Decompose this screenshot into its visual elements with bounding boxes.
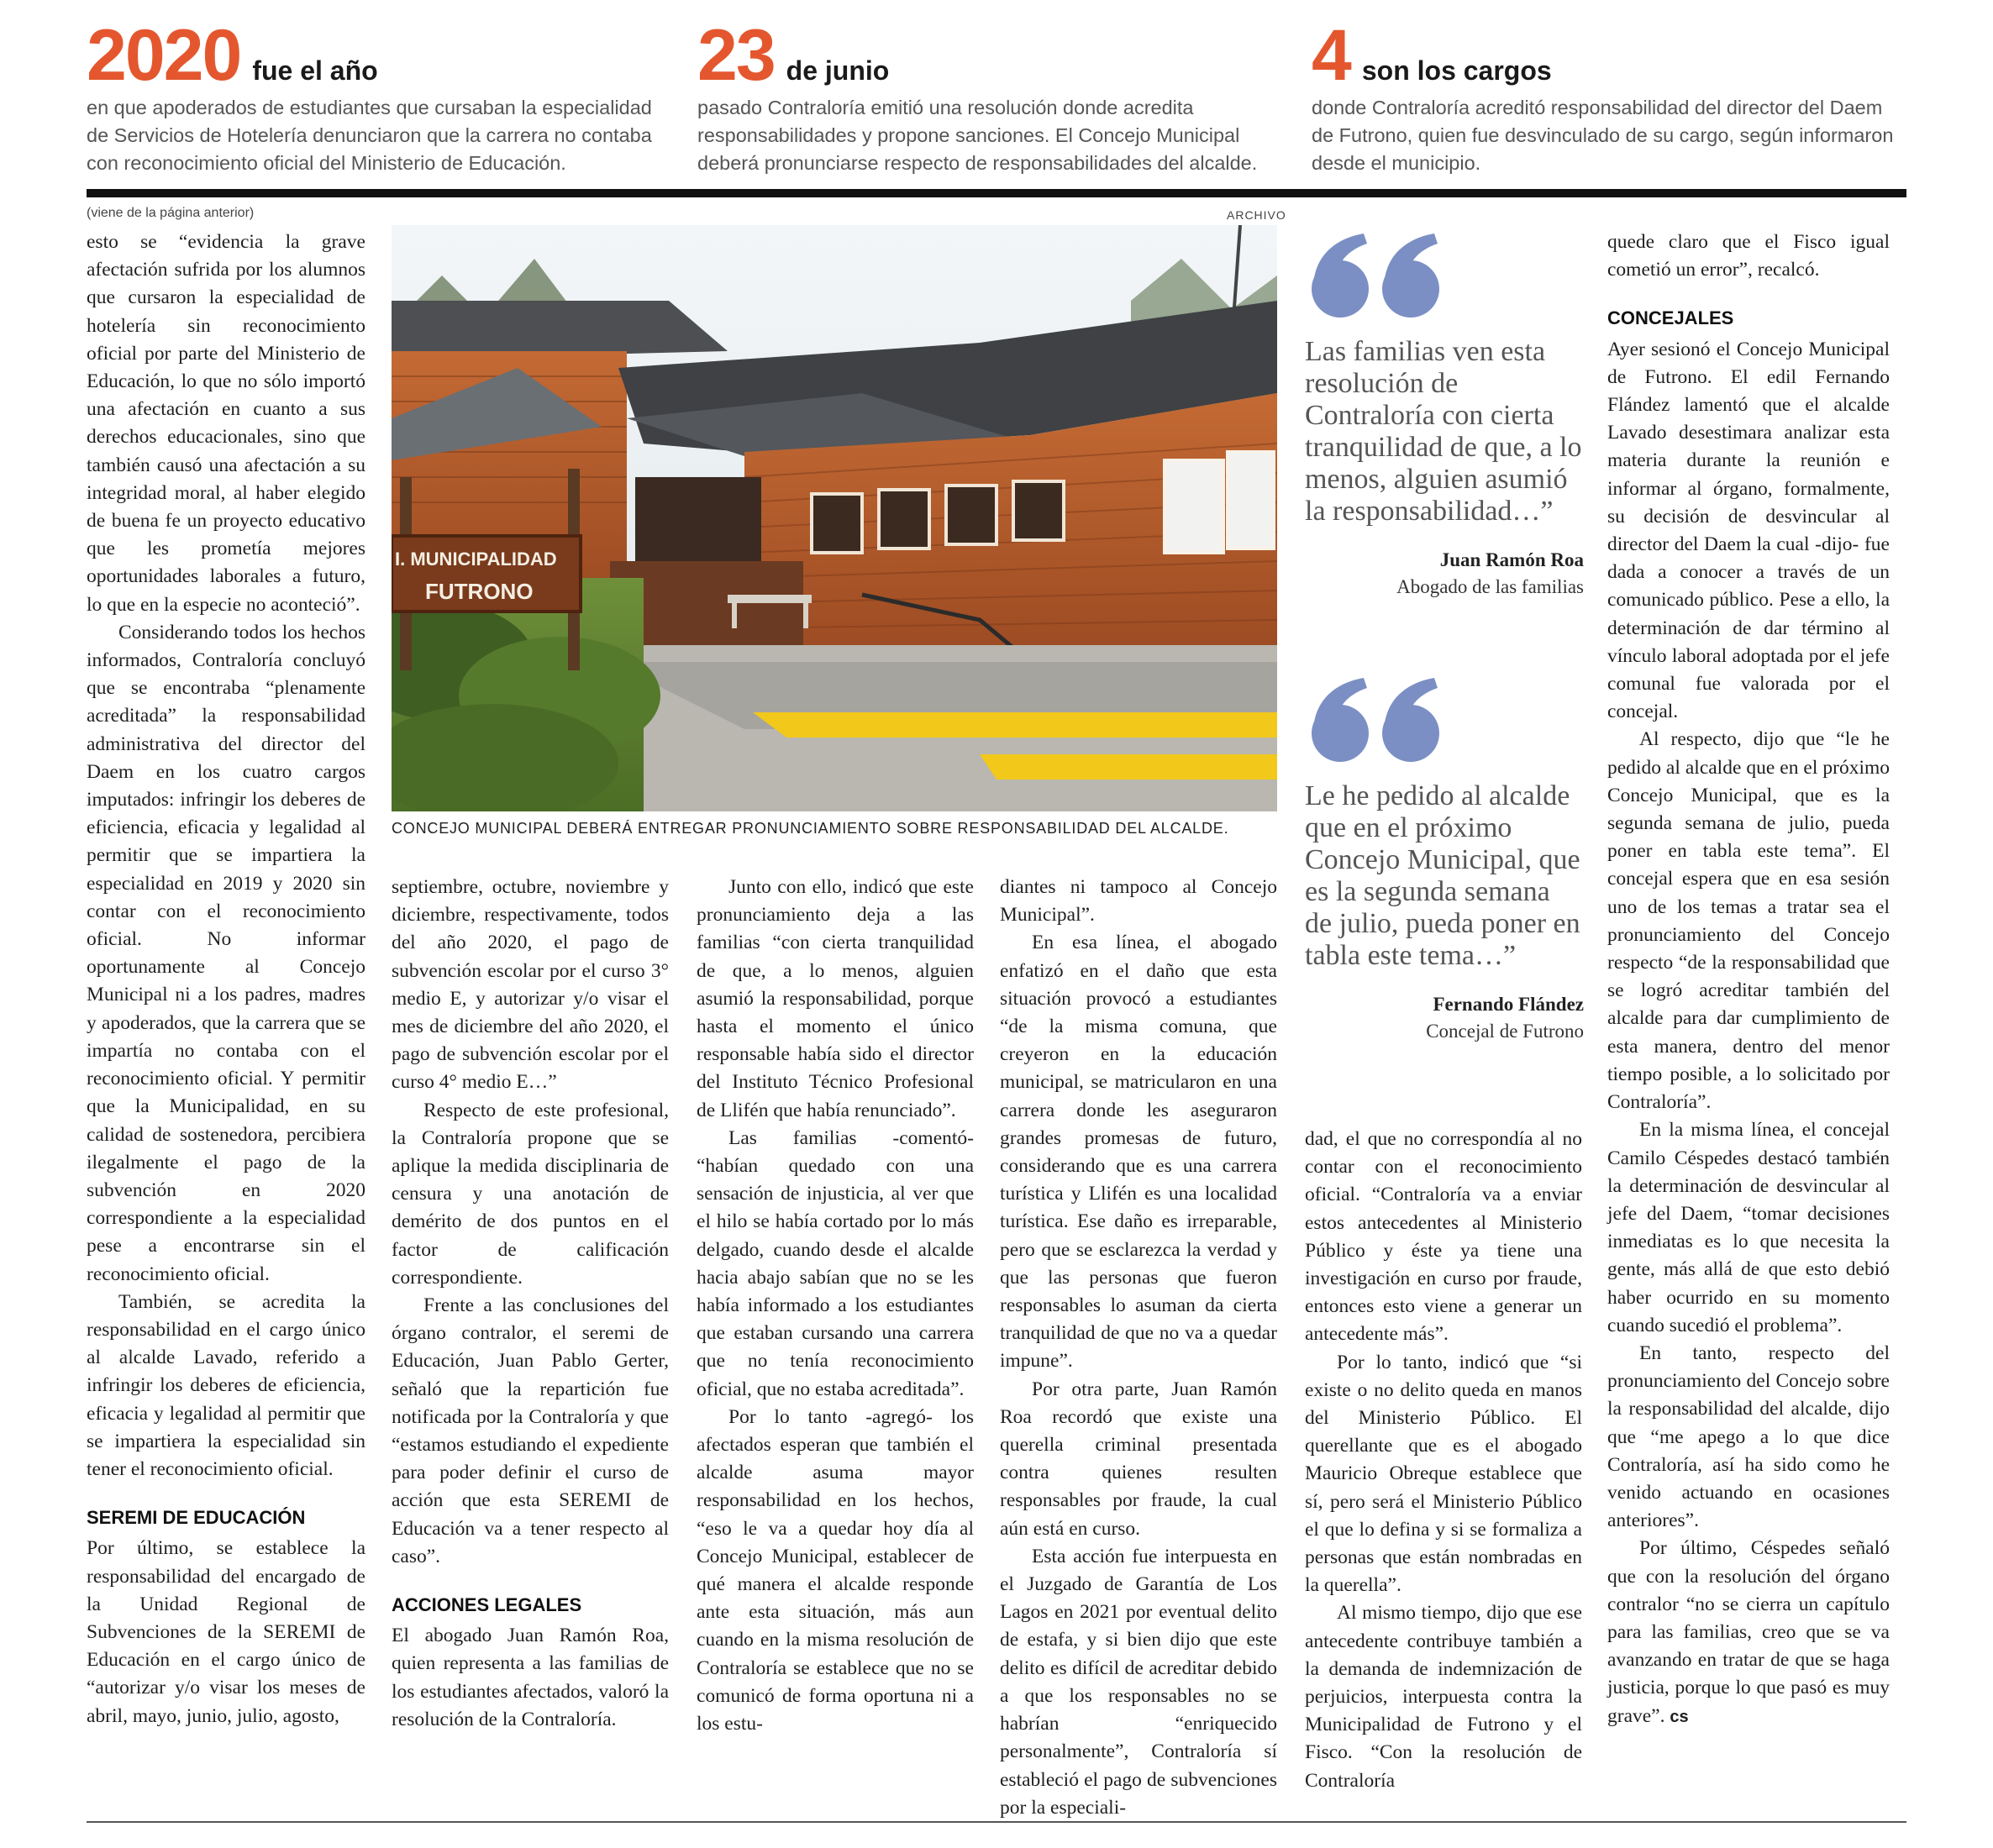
stat-label: fue el año: [252, 55, 378, 86]
stat-text: donde Contraloría acreditó responsabilidad del director del Daem de Futrono, quien fue desvinculado de su cargo, según informaron desde el municipio.: [1312, 97, 1894, 174]
article-column-6: [1607, 228, 1890, 1731]
photo-credit: ARCHIVO: [1227, 208, 1286, 222]
quote-author: Juan Ramón Roa: [1439, 549, 1584, 570]
pull-quote-roa: [1305, 232, 1584, 598]
paragraph: diantes ni tampoco al Concejo Municipal”.: [1000, 876, 1277, 927]
stat-number: 2020: [87, 15, 241, 96]
pull-quote-flandez: [1305, 676, 1584, 1042]
paragraph: Frente a las conclusiones del órgano contralor, el seremi de Educación, Juan Pablo Gerter, señaló que la repartición fue notificada por la Contraloría y que “estamos estudiando el expediente para poder definir el curso de acción que esta SEREMI de Educación va a tener respecto al caso”.: [392, 1294, 669, 1567]
quote-mark-icon: [1305, 676, 1448, 769]
paragraph: Por lo tanto, indicó que “si existe o no delito queda en manos del Ministerio Público. El querellante que es el abogado Mauricio Obreque establece que sí, pero será el Ministerio Público el que lo defina y si se formaliza a personas que están nombradas en la querella”.: [1305, 1351, 1582, 1597]
stat-head: [87, 15, 675, 96]
quote-text: Las familias ven esta resolución de Contraloría con cierta tranquilidad de que, a lo menos, alguien asumió la responsabilidad…”: [1305, 336, 1582, 527]
paragraph: Las familias -comentó- “habían quedado con una sensación de injusticia, al ver que el hilo se había cortado por lo más delgado, cuando desde el alcalde hacia abajo sabían que no se les había informado a los estudiantes que estaban cursando una carrera que no tenía reconocimiento oficial, que no estaba acreditada”.: [697, 1126, 974, 1400]
quote-text: Le he pedido al alcalde que en el próximo Concejo Municipal, que es la segunda semana de julio, pueda poner en tabla este tema…”: [1305, 780, 1580, 971]
paragraph: En la misma línea, el concejal Camilo Céspedes destacó también la determinación de desvincular al jefe del Daem, “tomar decisiones inmediatas es lo que necesita la gente, más allá de que esto debió haber ocurrido en su momento cuando sucedió el problema”.: [1607, 1119, 1890, 1336]
paragraph: En esa línea, el abogado enfatizó en el daño que esta situación provocó a estudiantes “de la misma comuna, que creyeron en la educación municipal, se matricularon en una carrera donde les aseguraron grandes promesas de futuro, considerando que es una carrera turística y Llifén es una localidad turística. Ese daño es irreparable, pero que se esclarezca la verdad y que las personas que fueron responsables lo asuman da cierta tranquilidad de que no va a quedar impune”.: [1000, 932, 1277, 1373]
article-column-4: [1000, 874, 1277, 1822]
paragraph: El abogado Juan Ramón Roa, quien representa a las familias de los estudiantes afectados, valoró la resolución de la Contraloría.: [392, 1625, 669, 1730]
top-rule: [87, 189, 1906, 197]
bottom-rule: [87, 1821, 1906, 1823]
paragraph: dad, el que no correspondía al no contar con el reconocimiento oficial. “Contraloría va a enviar estos antecedentes al Ministerio Público y éste ya tiene una investigación en curso por fraude, entonces esto viene a generar un antecedente más”.: [1305, 1128, 1582, 1346]
stat-23-junio: [697, 15, 1286, 177]
paragraph: Por otra parte, Juan Ramón Roa recordó que existe una querella criminal presentada contra quienes resulten responsables por fraude, la cual aún está en curso.: [1000, 1378, 1277, 1540]
paragraph: Por último, se establece la responsabilidad del encargado de la Unidad Regional de Subvenciones de la SEREMI de Educación en el cargo único de “autorizar y/o visar los meses de abril, mayo, junio, julio, agosto,: [87, 1537, 365, 1727]
stat-text: pasado Contraloría emitió una resolución donde acredita responsabilidades y propone sanciones. El Concejo Municipal deberá pronunciarse respecto de responsabilidades del alcalde.: [697, 97, 1258, 174]
building-illustration: [392, 225, 1277, 811]
photo-caption: CONCEJO MUNICIPAL DEBERÁ ENTREGAR PRONUNCIAMIENTO SOBRE RESPONSABILIDAD DEL ALCALDE.: [392, 820, 1229, 837]
paragraph: Al respecto, dijo que “le he pedido al alcalde que en el próximo Concejo Municipal, que es la segunda semana de julio, pueda poner en tabla este tema”. El concejal espera que en esa sesión uno de los temas a tratar sea el pronunciamiento del Concejo respecto “de la responsabilidad que se logró acreditar también del alcalde para dar cumplimiento de esta manera, dentro del menor tiempo posible, a lo solicitado por Contraloría”.: [1607, 728, 1890, 1114]
paragraph-text: Por último, Céspedes señaló que con la resolución del órgano contralor “no se cierra un capítulo para las familias, creo que se va avanzando en tratar de que se haga justicia, porque lo que pasó es muy grave”.: [1607, 1537, 1890, 1727]
paragraph: Esta acción fue interpuesta en el Juzgado de Garantía de Los Lagos en 2021 por eventual delito de estafa, y si bien dijo que este delito es difícil de acreditar debido a que los responsables no se habrían “enriquecido personalmente”, Contraloría sí estableció el pago de subvenciones por la especiali-: [1000, 1545, 1277, 1819]
quote-author: Fernando Flández: [1433, 994, 1584, 1015]
article-column-2: [392, 874, 669, 1734]
paragraph: También, se acredita la responsabilidad en el cargo único al alcalde Lavado, referido a infringir los deberes de eficiencia, eficacia y legalidad al permitir que se impartiera la especialidad sin tener el reconocimiento oficial.: [87, 1290, 365, 1480]
paragraph: [1607, 1535, 1890, 1730]
quote-mark-icon: [1305, 232, 1448, 324]
stat-4-cargos: [1312, 15, 1900, 177]
sign-text-2: FUTRONO: [425, 579, 534, 604]
quote-author-role: Abogado de las familias: [1396, 576, 1584, 597]
stats-band: [87, 15, 1906, 185]
stat-label: de junio: [786, 55, 890, 86]
paragraph: Por lo tanto -agregó- los afectados esperan que también el alcalde asuma mayor responsabilidad en los hechos, “eso le va a quedar hoy día al Concejo Municipal, establecer de qué manera el alcalde responde ante esta situación, más aun cuando en la misma resolución de Contraloría se establece que no se comunicó de forma oportuna ni a los estu-: [697, 1405, 974, 1735]
subheading-concejales: CONCEJALES: [1607, 307, 1734, 329]
end-mark-icon: cs: [1670, 1707, 1689, 1726]
paragraph: septiembre, octubre, noviembre y diciembre, respectivamente, todos del año 2020, el pago de subvención escolar por el curso 3° medio E, y autorizar y/o visar el mes de diciembre del año 2020, el pago de subvención escolar por el curso 4° medio E…”: [392, 876, 669, 1094]
stat-label: son los cargos: [1361, 55, 1552, 86]
quote-author-role: Concejal de Futrono: [1426, 1021, 1584, 1042]
paragraph: Ayer sesionó el Concejo Municipal de Futrono. El edil Fernando Flández lamentó que el alcalde Lavado desestimara analizar esta materia durante la reunión e informar al órgano, formalmente, su decisión de desvincular al director del Daem la cual -dijo- fue dada a conocer a través de un comunicado público. Pese a ello, la determinación de dar término al vínculo laboral adoptada por el jefe comunal fue valorada por el concejal.: [1607, 338, 1890, 723]
municipality-photo: [392, 225, 1277, 811]
stat-head: [697, 15, 1286, 96]
article-column-5: [1305, 1126, 1582, 1795]
stat-head: [1312, 15, 1900, 96]
subheading-acciones-legales: ACCIONES LEGALES: [392, 1594, 582, 1616]
stat-number: 4: [1312, 15, 1350, 96]
paragraph: Respecto de este profesional, la Contraloría propone que se aplique la medida disciplinaria de censura y una anotación de demérito de dos puntos en el factor de calificación correspondiente.: [392, 1099, 669, 1289]
stat-2020: [87, 15, 675, 177]
article-column-1: [87, 228, 365, 1730]
paragraph: esto se “evidencia la grave afectación sufrida por los alumnos que cursaron la especialidad de hotelería sin reconocimiento oficial por parte del Ministerio de Educación, lo que no sólo importó una afectación en cuanto a sus derechos educacionales, sino que también causó una afectación a su integridad moral, al haber elegido de buena fe un proyecto educativo que les prometía mejores oportunidades laborales a futuro, lo que en la especie no aconteció”.: [87, 231, 365, 616]
article-column-3: [697, 874, 974, 1738]
paragraph: En tanto, respecto del pronunciamiento del Concejo sobre la responsabilidad del alcalde, dijo que “me apego a lo que dice Contraloría, así ha sido como he venido actuando en ocasiones anteriores”.: [1607, 1341, 1890, 1532]
paragraph: Al mismo tiempo, dijo que ese antecedente contribuye también a la demanda de indemnización de perjuicios, interpuesta contra la Municipalidad de Futrono y el Fisco. “Con la resolución de Contraloría: [1305, 1602, 1582, 1792]
paragraph: quede claro que el Fisco igual cometió un error”, recalcó.: [1607, 231, 1890, 281]
stat-number: 23: [697, 15, 775, 96]
sign-text-1: I. MUNICIPALIDAD: [395, 549, 557, 570]
subheading-seremi: SEREMI DE EDUCACIÓN: [87, 1507, 306, 1529]
stat-text: en que apoderados de estudiantes que cursaban la especialidad de Servicios de Hotelería denunciaron que la carrera no contaba con reconocimiento oficial del Ministerio de Educación.: [87, 97, 652, 174]
paragraph: Considerando todos los hechos informados, Contraloría concluyó que se encontraba “plenamente acreditada” la responsabilidad administrativa del director del Daem en los cuatro cargos imputados: infringir los deberes de eficiencia, eficacia y legalidad al permitir que se impartiera la especialidad en 2019 y 2020 sin contar con el reconocimiento oficial. No informar oportunamente al Concejo Municipal ni a los padres, madres y apoderados, que la carrera que se impartía no contaba con el reconocimiento oficial. Y permitir que la Municipalidad, en su calidad de sostenedora, percibiera ilegalmente el pago de la subvención en 2020 correspondiente a la especialidad pese a encontrarse sin el reconocimiento oficial.: [87, 621, 365, 1285]
continued-note: (viene de la página anterior): [87, 206, 255, 220]
paragraph: Junto con ello, indicó que este pronunciamiento deja a las familias “con cierta tranquilidad de que, a lo menos, alguien asumió la responsabilidad, porque hasta el momento el único responsable había sido el director del Instituto Técnico Profesional de Llifén que había renunciado”.: [697, 876, 974, 1121]
